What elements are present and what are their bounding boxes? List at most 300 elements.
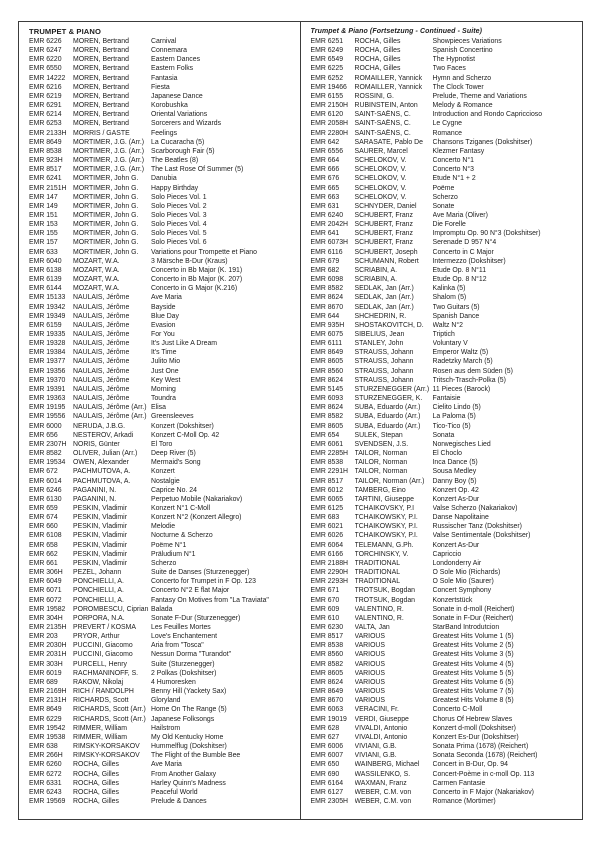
composer-name: MOREN, Bertrand	[73, 74, 129, 82]
catalog-row	[311, 376, 581, 385]
piece-title: Mermaid's Song	[151, 459, 201, 467]
catalog-number: EMR 6549	[310, 56, 344, 64]
piece-title: Prelude & Dances	[151, 797, 207, 805]
catalog-row	[311, 504, 581, 513]
piece-title: Greatest Hits Volume 3 (5)	[432, 651, 514, 659]
composer-name: WAINBERG, Michael	[354, 761, 420, 769]
composer-name: SAURER, Marcel	[354, 147, 408, 155]
piece-title: Valse Scherzo (Nakariakov)	[432, 504, 518, 512]
piece-title: Valse Sentimentale (Dokshitser)	[432, 532, 531, 540]
catalog-number: EMR 8670	[310, 303, 344, 311]
catalog-number: EMR 679	[310, 257, 340, 265]
catalog-number: EMR 644	[310, 312, 340, 320]
piece-title: Greatest Hits Volume 7 (5)	[432, 688, 514, 696]
catalog-row	[311, 596, 581, 605]
composer-name: MOREN, Bertrand	[73, 47, 129, 55]
catalog-row	[29, 632, 298, 641]
catalog-number: EMR 2188H	[310, 559, 349, 567]
piece-title: Solo Pieces Vol. 1	[151, 193, 207, 201]
piece-title: Suite (Sturzenegger)	[151, 660, 215, 668]
catalog-row	[311, 257, 581, 266]
catalog-number: EMR 6249	[310, 47, 344, 55]
catalog-row	[311, 422, 581, 431]
piece-title: Ave Maria (Oliver)	[432, 211, 488, 219]
catalog-row	[29, 37, 298, 46]
catalog-number: EMR 8582	[29, 450, 62, 458]
catalog-row	[311, 495, 581, 504]
catalog-number: EMR 670	[310, 596, 340, 604]
catalog-number: EMR 674	[29, 514, 58, 522]
piece-title: It's Time	[151, 349, 177, 357]
catalog-row	[29, 577, 298, 586]
composer-name: SCHUBERT, Franz	[354, 239, 413, 247]
catalog-row	[311, 147, 581, 156]
catalog-number: EMR 149	[29, 202, 58, 210]
composer-name: STANLEY, John	[354, 340, 404, 348]
composer-name: SCHUBERT, Joseph	[354, 248, 418, 256]
piece-title: La Cucaracha (5)	[151, 138, 205, 146]
piece-title: Ave Maria	[151, 294, 182, 302]
catalog-number: EMR 6226	[29, 38, 62, 45]
piece-title: Key West	[151, 376, 181, 384]
piece-title: Greatest Hits Volume 6 (5)	[432, 678, 514, 686]
composer-name: NAULAIS, Jérôme	[73, 358, 130, 366]
piece-title: Romance (Mortimer)	[432, 797, 496, 805]
piece-title: Cielito Lindo (5)	[432, 404, 481, 412]
catalog-row	[311, 760, 581, 769]
composer-name: NAULAIS, Jérôme	[73, 349, 130, 357]
piece-title: Feelings	[151, 129, 178, 137]
catalog-number: EMR 8649	[29, 706, 62, 714]
composer-name: MOZART, W.A.	[73, 285, 120, 293]
piece-title: Russischer Tanz (Dokshitser)	[432, 523, 522, 531]
composer-name: PUCCINI, Giacomo	[73, 651, 133, 659]
catalog-row	[29, 184, 298, 193]
catalog-row	[29, 138, 298, 147]
catalog-row	[311, 367, 581, 376]
piece-title: Concerto C-Moll	[432, 706, 483, 714]
composer-name: RICHARDS, Scott (Arr.)	[73, 706, 146, 714]
catalog-row	[29, 733, 298, 742]
catalog-row	[29, 513, 298, 522]
catalog-number: EMR 19466	[310, 83, 347, 91]
piece-title: Spanish Concertino	[432, 47, 493, 55]
catalog-row	[311, 193, 581, 202]
composer-name: SAINT-SAËNS, C.	[354, 111, 411, 119]
piece-title: Concert-Poème in c-moll Op. 113	[432, 770, 535, 778]
catalog-row	[311, 522, 581, 531]
catalog-number: EMR 6220	[29, 56, 62, 64]
catalog-number: EMR 661	[29, 559, 58, 567]
catalog-number: EMR 2291H	[310, 468, 349, 476]
catalog-row	[29, 605, 298, 614]
composer-name: NAULAIS, Jérôme	[73, 376, 130, 384]
composer-name: RIMMER, William	[73, 733, 127, 741]
catalog-number: EMR 303H	[29, 660, 63, 668]
piece-title: Perpetuo Mobile (Nakariakov)	[151, 495, 243, 503]
piece-title: Triptich	[432, 331, 455, 338]
catalog-number: EMR 19569	[29, 797, 66, 805]
catalog-row	[29, 650, 298, 659]
piece-title: Solo Pieces Vol. 3	[151, 211, 207, 219]
catalog-number: EMR 2280H	[310, 129, 349, 137]
composer-name: SCRIABIN, A.	[354, 266, 398, 274]
piece-title: 2 Polkas (Dokshitser)	[151, 669, 217, 677]
composer-name: ROCHA, Gilles	[73, 779, 119, 787]
catalog-row	[311, 101, 581, 110]
piece-title: 11 Pieces (Barock)	[432, 385, 491, 393]
composer-name: SHCHEDRIN, R.	[354, 312, 407, 320]
left-column	[19, 22, 301, 819]
piece-title: Sonate in d-moll (Reichert)	[432, 605, 515, 613]
piece-title: Chorus Of Hebrew Slaves	[432, 715, 513, 723]
composer-name: SAINT-SAËNS, C.	[354, 120, 411, 128]
catalog-number: EMR 6019	[29, 669, 62, 677]
catalog-row	[311, 605, 581, 614]
catalog-row	[311, 238, 581, 247]
catalog-number: EMR 2169H	[29, 688, 67, 696]
composer-name: MORRIS / GASTE	[73, 129, 130, 137]
composer-name: VIVALDI, Antonio	[354, 733, 408, 741]
composer-name: TAILOR, Norman	[354, 450, 408, 458]
piece-title: Elisa	[151, 404, 166, 412]
composer-name: SARASATE, Pablo De	[354, 138, 423, 146]
piece-title: Benny Hill (Yackety Sax)	[151, 688, 227, 696]
catalog-row	[29, 687, 298, 696]
composer-name: VARIOUS	[354, 697, 386, 705]
piece-title: Nostalgie	[151, 477, 180, 485]
piece-title: The Clock Tower	[432, 83, 484, 91]
catalog-row	[311, 394, 581, 403]
composer-name: RAKOW, Nikolaj	[73, 678, 124, 686]
composer-name: MOZART, W.A.	[73, 257, 120, 265]
catalog-number: EMR 6130	[29, 495, 62, 503]
catalog-row	[29, 174, 298, 183]
catalog-row	[29, 477, 298, 486]
catalog-row	[29, 779, 298, 788]
piece-title: Hailstrom	[151, 724, 181, 732]
catalog-number: EMR 8624	[310, 376, 344, 384]
catalog-row	[311, 550, 581, 559]
catalog-row	[311, 715, 581, 724]
catalog-number: EMR 6159	[29, 321, 62, 329]
catalog-row	[311, 614, 581, 623]
composer-name: NAULAIS, Jérôme	[73, 294, 130, 302]
catalog-number: EMR 6272	[29, 770, 62, 778]
piece-title: Die Forelle	[432, 221, 466, 229]
catalog-number: EMR 8582	[310, 285, 344, 293]
composer-name: MOZART, W.A.	[73, 276, 120, 284]
catalog-number: EMR 6061	[310, 440, 344, 448]
catalog-number: EMR 8560	[310, 651, 344, 659]
composer-name: OLIVER, Julian (Arr.)	[73, 450, 138, 458]
piece-title: Two Guitars (5)	[432, 303, 480, 311]
composer-name: WEBER, C.M. von	[354, 788, 412, 796]
catalog-number: EMR 663	[310, 193, 340, 201]
catalog-row	[311, 284, 581, 293]
composer-name: VARIOUS	[354, 651, 386, 659]
catalog-row	[29, 376, 298, 385]
catalog-row	[29, 751, 298, 760]
composer-name: RIMSKY-KORSAKOV	[73, 752, 140, 760]
piece-title: Romance	[432, 129, 462, 137]
piece-title: Greatest Hits Volume 8 (5)	[432, 697, 514, 705]
piece-title: Carnival	[151, 38, 177, 45]
catalog-row	[29, 788, 298, 797]
catalog-row	[311, 339, 581, 348]
composer-name: SCHNYDER, Daniel	[354, 202, 417, 210]
catalog-number: EMR 2058H	[310, 120, 349, 128]
composer-name: NESTEROV, Arkadi	[73, 431, 134, 439]
composer-name: STRAUSS, Johann	[354, 349, 414, 357]
piece-title: 4 Humoresken	[151, 678, 196, 686]
catalog-number: EMR 2131H	[29, 697, 67, 705]
piece-title: Danubia	[151, 175, 177, 183]
catalog-number: EMR 6144	[29, 285, 62, 293]
catalog-row	[29, 495, 298, 504]
composer-name: OWEN, Alexander	[73, 459, 129, 467]
catalog-number: EMR 633	[29, 248, 58, 256]
catalog-row	[311, 650, 581, 659]
composer-name: NAULAIS, Jérôme	[73, 303, 130, 311]
piece-title: Shalom (5)	[432, 294, 467, 302]
composer-name: RACHMANINOFF, S.	[73, 669, 139, 677]
catalog-row	[29, 339, 298, 348]
piece-title: Suite de Danses (Sturzenegger)	[151, 569, 250, 577]
composer-name: STURZENEGGER, K.	[354, 395, 423, 403]
piece-title: Konzert As-Dur	[432, 541, 480, 549]
catalog-number: EMR 6006	[310, 743, 344, 751]
piece-title: Fiesta	[151, 83, 170, 91]
catalog-row	[29, 403, 298, 412]
catalog-row	[311, 513, 581, 522]
piece-title: Etude Op. 8 N°11	[432, 266, 487, 274]
catalog-row	[29, 55, 298, 64]
catalog-row	[29, 46, 298, 55]
catalog-row	[311, 275, 581, 284]
catalog-number: EMR 654	[310, 431, 340, 439]
catalog-row	[29, 550, 298, 559]
catalog-row	[311, 586, 581, 595]
piece-title: Two Faces	[432, 65, 466, 73]
composer-name: NAULAIS, Jérôme (Arr.)	[73, 404, 147, 412]
composer-name: SCHELOKOV, V.	[354, 166, 407, 174]
catalog-row	[311, 266, 581, 275]
catalog-number: EMR 6556	[310, 147, 344, 155]
catalog-number: EMR 666	[310, 166, 340, 174]
catalog-row	[311, 46, 581, 55]
piece-title: Ave Maria	[151, 761, 182, 769]
piece-title: El Toro	[151, 440, 173, 448]
catalog-number: EMR 659	[29, 504, 58, 512]
piece-title: Konzert d-moll (Dokshitser)	[432, 724, 516, 732]
composer-name: SCHUBERT, Franz	[354, 230, 413, 238]
composer-name: MORTIMER, John G.	[73, 193, 139, 201]
composer-name: TAMBERG, Eino	[354, 486, 406, 494]
composer-name: RICHARDS, Scott (Arr.)	[73, 715, 146, 723]
piece-title: Balada	[151, 605, 173, 613]
composer-name: PONCHIELLI, A.	[73, 596, 124, 604]
catalog-row	[29, 92, 298, 101]
catalog-number: EMR 6093	[310, 395, 344, 403]
composer-name: STRAUSS, Johann	[354, 358, 414, 366]
catalog-row	[29, 119, 298, 128]
catalog-row	[311, 779, 581, 788]
catalog-row	[311, 660, 581, 669]
catalog-number: EMR 6155	[310, 92, 344, 100]
catalog-row	[29, 83, 298, 92]
composer-name: STRAUSS, Johann	[354, 367, 414, 375]
composer-name: SCHELOKOV, V.	[354, 193, 407, 201]
piece-title: O Sole Mio (Saurer)	[432, 578, 494, 586]
catalog-row	[311, 477, 581, 486]
catalog-row	[311, 110, 581, 119]
catalog-number: EMR 6075	[310, 331, 344, 338]
piece-title: For You	[151, 331, 175, 338]
piece-title: Concerto in G Major (K.216)	[151, 285, 238, 293]
catalog-row	[311, 202, 581, 211]
composer-name: STRAUSS, Johann	[354, 376, 414, 384]
piece-title: Konzertstück	[432, 596, 473, 604]
piece-title: Sonate F-Dur (Sturzenegger)	[151, 614, 241, 622]
catalog-number: EMR 6108	[29, 532, 62, 540]
catalog-number: EMR 2285H	[310, 450, 349, 458]
piece-title: Emperor Waltz (5)	[432, 349, 489, 357]
catalog-row	[29, 357, 298, 366]
catalog-number: EMR 610	[310, 614, 340, 622]
catalog-number: EMR 19328	[29, 340, 66, 348]
catalog-number: EMR 6243	[29, 788, 62, 796]
catalog-row	[29, 486, 298, 495]
catalog-number: EMR 6026	[310, 532, 344, 540]
catalog-number: EMR 671	[310, 587, 340, 595]
piece-title: Londonderry Air	[432, 559, 482, 567]
catalog-row	[29, 321, 298, 330]
piece-title: Peaceful World	[151, 788, 198, 796]
catalog-page	[18, 21, 583, 820]
piece-title: Etude N°1 + 2	[432, 175, 476, 183]
composer-name: NAULAIS, Jérôme	[73, 312, 130, 320]
piece-title: Sonata Seconda (1678) (Reichert)	[432, 752, 538, 760]
piece-title: Eastern Folks	[151, 65, 194, 73]
piece-title: Harley Quinn's Madness	[151, 779, 226, 787]
composer-name: VERACINI, Fr.	[354, 706, 399, 714]
composer-name: NAULAIS, Jérôme	[73, 321, 130, 329]
catalog-row	[29, 394, 298, 403]
composer-name: ROCHA, Gilles	[354, 38, 401, 45]
composer-name: PACHMUTOVA, A.	[73, 468, 131, 476]
composer-name: PESKIN, Vladimir	[73, 532, 127, 540]
composer-name: RIMSKY-KORSAKOV	[73, 743, 140, 751]
piece-title: Aria from "Tosca"	[151, 642, 204, 650]
catalog-number: EMR 8582	[310, 660, 344, 668]
catalog-row	[311, 220, 581, 229]
catalog-row	[29, 367, 298, 376]
catalog-row	[311, 541, 581, 550]
composer-name: ROSSINI, G.	[354, 92, 394, 100]
composer-name: SVENDSEN, J.S.	[354, 440, 409, 448]
composer-name: PORPORA, N.A.	[73, 614, 125, 622]
catalog-row	[29, 458, 298, 467]
catalog-number: EMR 6127	[310, 788, 344, 796]
composer-name: RICHARDS, Scott	[73, 697, 129, 705]
piece-title: Gloryland	[151, 697, 181, 705]
catalog-row	[29, 303, 298, 312]
catalog-row	[311, 577, 581, 586]
piece-title: Melodie	[151, 523, 176, 531]
piece-title: Intermezzo (Dokshitser)	[432, 257, 506, 265]
left-column-header: TRUMPET & PIANO	[29, 27, 101, 36]
composer-name: TORCHINSKY, V.	[354, 550, 409, 558]
composer-name: PESKIN, Vladimir	[73, 523, 127, 531]
piece-title: Norwegisches Lied	[432, 440, 491, 448]
catalog-number: EMR 923H	[29, 157, 63, 165]
composer-name: MORTIMER, John G.	[73, 211, 139, 219]
composer-name: MORTIMER, John G.	[73, 202, 139, 210]
catalog-row	[311, 641, 581, 650]
catalog-row	[29, 669, 298, 678]
catalog-number: EMR 6139	[29, 276, 62, 284]
catalog-number: EMR 6065	[310, 495, 344, 503]
catalog-number: EMR 650	[310, 761, 340, 769]
piece-title: Sonata	[432, 431, 455, 439]
catalog-number: EMR 6049	[29, 578, 62, 586]
catalog-number: EMR 6166	[310, 550, 344, 558]
catalog-number: EMR 683	[310, 514, 340, 522]
composer-name: MORTIMER, J.G. (Arr.)	[73, 157, 145, 165]
composer-name: SUBA, Eduardo (Arr.)	[354, 404, 421, 412]
piece-title: Carmen Fantasie	[432, 779, 486, 787]
composer-name: TRADITIONAL	[354, 569, 401, 577]
catalog-number: EMR 6241	[29, 175, 62, 183]
piece-title: Serenade D 957 N°4	[432, 239, 497, 247]
piece-title: Scarborough Fair (5)	[151, 147, 215, 155]
catalog-row	[311, 229, 581, 238]
composer-name: MORTIMER, J.G. (Arr.)	[73, 138, 145, 146]
composer-name: TRADITIONAL	[354, 578, 401, 586]
composer-name: PESKIN, Vladimir	[73, 559, 127, 567]
catalog-row	[311, 724, 581, 733]
composer-name: SHOSTAKOVITCH, D.	[354, 321, 424, 329]
catalog-number: EMR 6331	[29, 779, 62, 787]
piece-title: Impromptu Op. 90 N°3 (Dokshitser)	[432, 230, 541, 238]
piece-title: Solo Pieces Vol. 6	[151, 239, 207, 247]
catalog-number: EMR 690	[310, 770, 340, 778]
catalog-row	[29, 284, 298, 293]
composer-name: MORTIMER, J.G. (Arr.)	[73, 147, 145, 155]
composer-name: MORTIMER, John G.	[73, 239, 139, 247]
catalog-number: EMR 8517	[310, 477, 344, 485]
piece-title: Fantasia	[151, 74, 178, 82]
catalog-number: EMR 5145	[310, 385, 344, 393]
piece-title: Happy Birthday	[151, 184, 199, 192]
catalog-number: EMR 672	[29, 468, 58, 476]
composer-name: TRADITIONAL	[354, 559, 401, 567]
catalog-row	[311, 55, 581, 64]
catalog-number: EMR 6164	[310, 779, 344, 787]
catalog-row	[29, 348, 298, 357]
piece-title: Love's Enchantement	[151, 633, 218, 641]
piece-title: Greatest Hits Volume 2 (5)	[432, 642, 514, 650]
catalog-row	[29, 586, 298, 595]
catalog-number: EMR 8624	[310, 294, 344, 302]
catalog-number: EMR 2293H	[310, 578, 349, 586]
piece-title: Fantaisie	[432, 395, 461, 403]
catalog-number: EMR 8517	[310, 633, 344, 641]
composer-name: MORTIMER, John G.	[73, 248, 139, 256]
piece-title: Radetzky March (5)	[432, 358, 493, 366]
catalog-row	[311, 687, 581, 696]
